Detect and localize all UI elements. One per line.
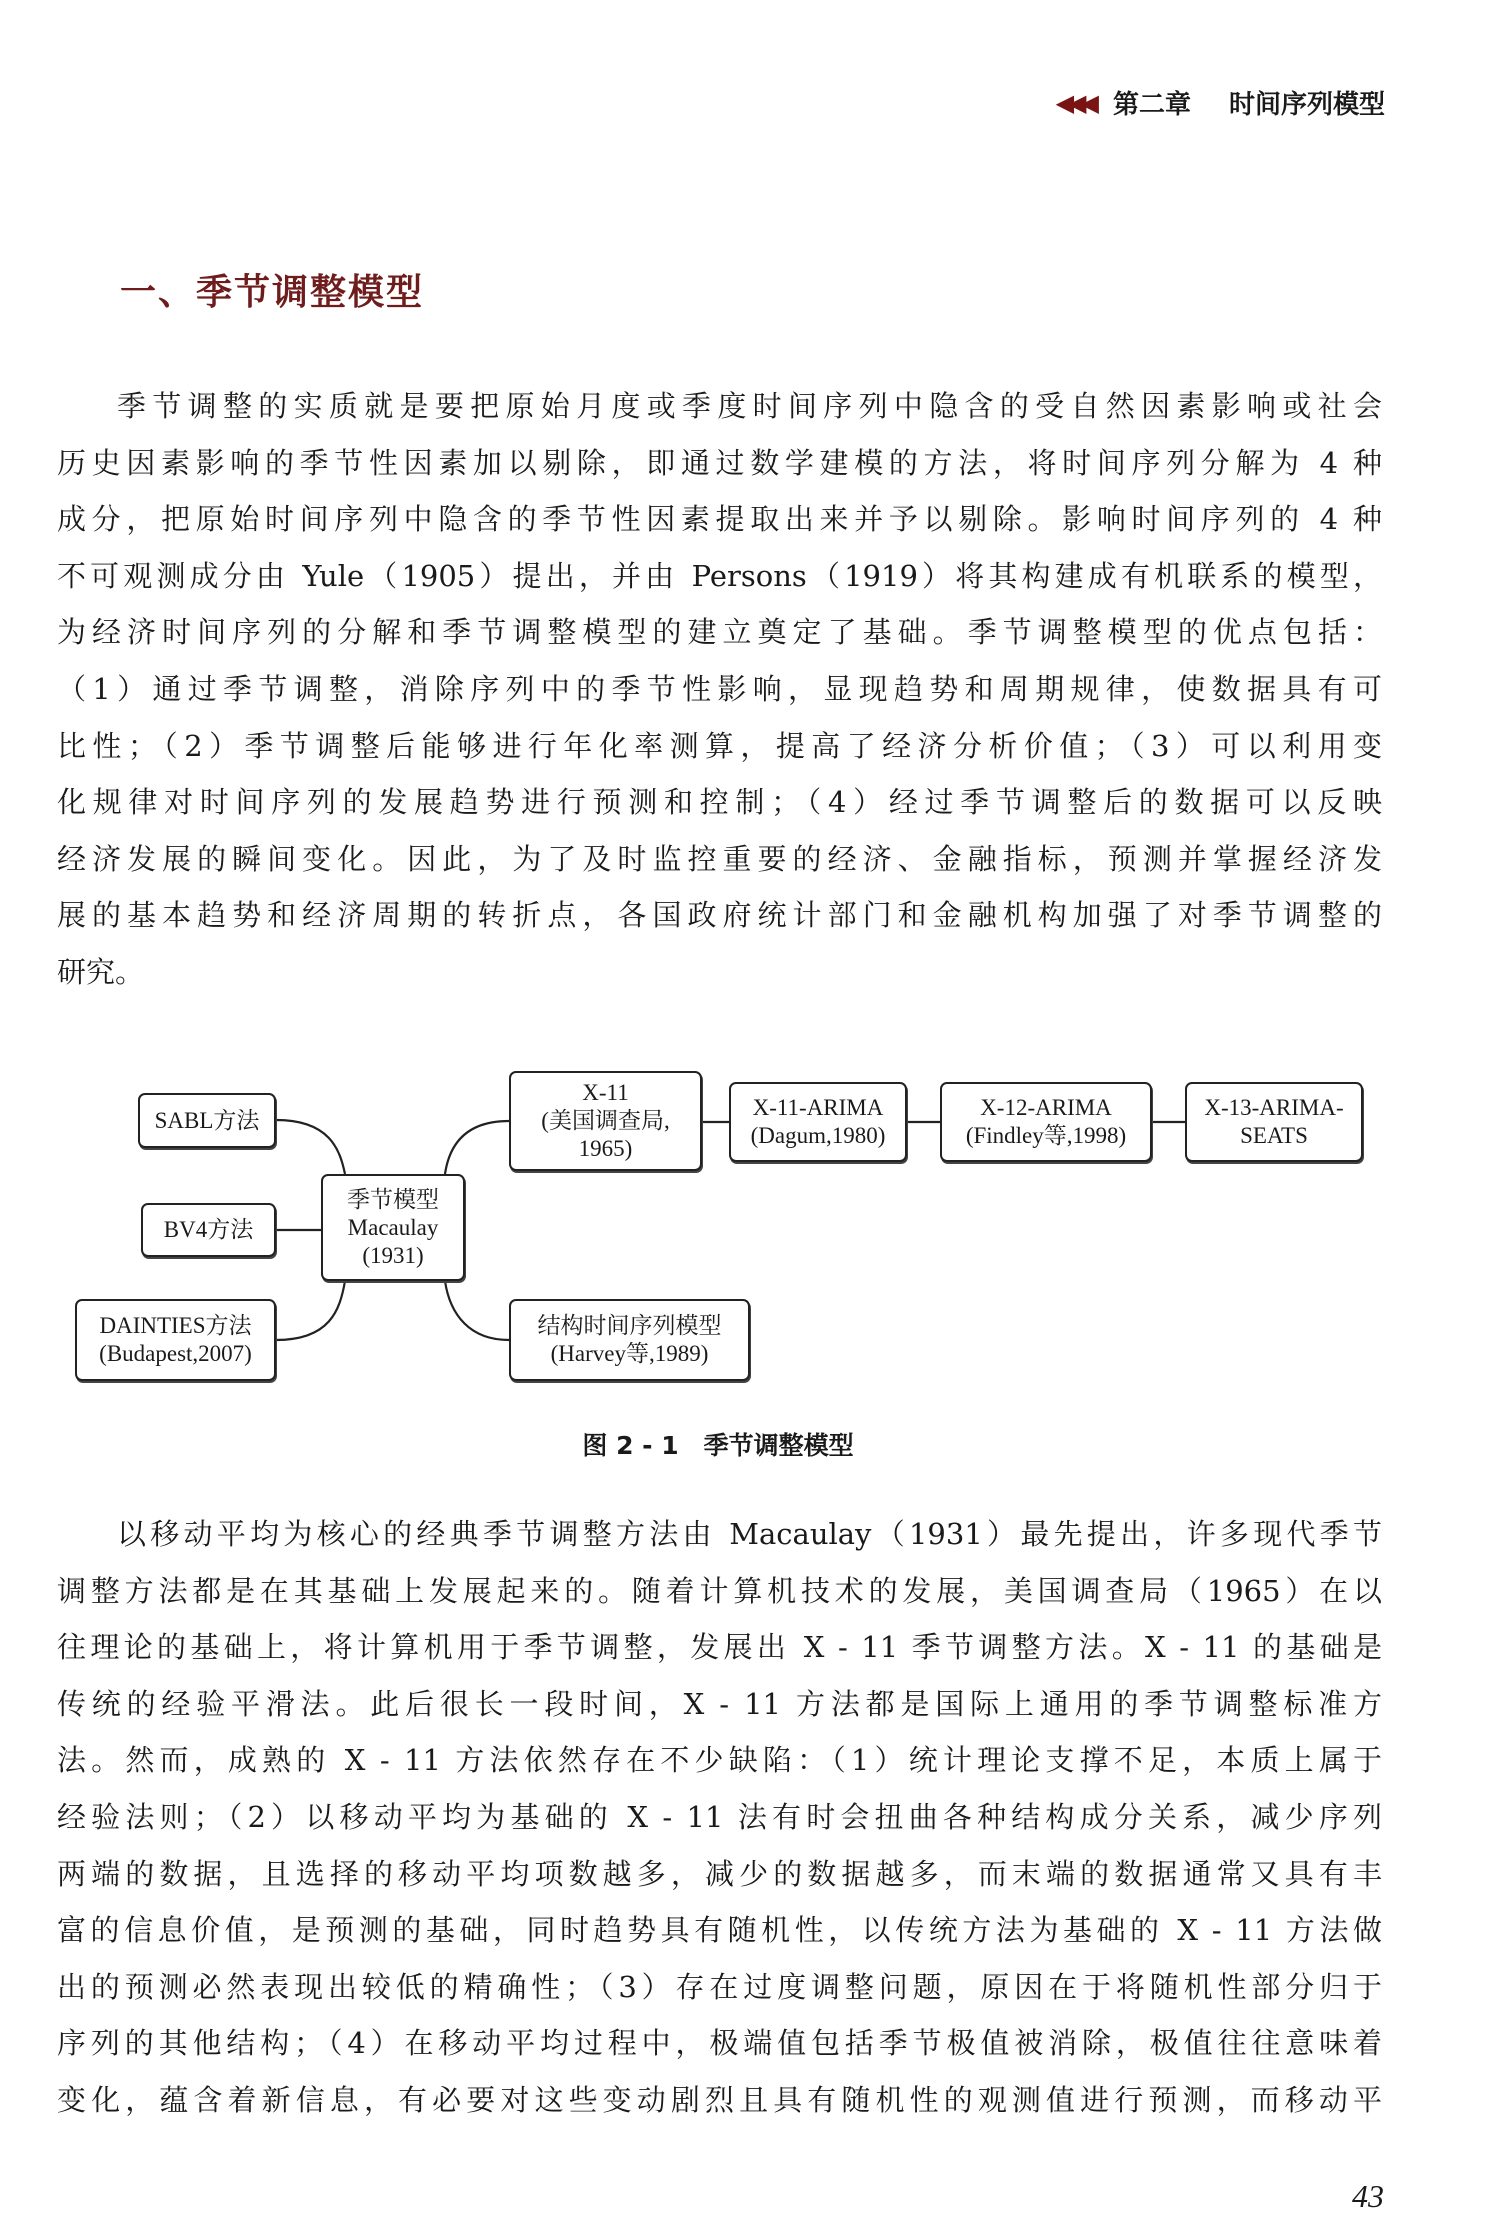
text-line: 经验法则；（2）以移动平均为基础的 X - 11 法有时会扭曲各种结构成分关系，减少序列 (57, 1799, 1382, 1834)
text-line: 成分，把原始时间序列中隐含的季节性因素提取出来并予以剔除。影响时间序列的 4 种 (57, 502, 1382, 537)
box-label: SABL方法 (154, 1107, 260, 1133)
box-label: (美国调查局, (541, 1108, 670, 1133)
text-line: 经济发展的瞬间变化。因此，为了及时监控重要的经济、金融指标，预测并掌握经济发 (57, 841, 1382, 876)
text-line: 两端的数据，且选择的移动平均项数越多，减少的数据越多，而末端的数据通常又具有丰 (57, 1856, 1382, 1891)
box-sabl (138, 1093, 276, 1148)
connector-structural (445, 1281, 509, 1340)
paragraph-1 (57, 378, 1382, 1001)
section-title: 一、季节调整模型 (120, 271, 425, 313)
text-line: 变化，蕴含着新信息，有必要对这些变动剧烈且具有随机性的观测值进行预测，而移动平 (57, 2082, 1382, 2117)
paragraph-2 (57, 1506, 1382, 2129)
box-structural-time-series (509, 1299, 750, 1381)
running-header (1056, 84, 1385, 121)
box-label: X-11-ARIMA (752, 1095, 884, 1120)
text-line: 出的预测必然表现出较低的精确性；（3）存在过度调整问题，原因在于将随机性部分归于 (57, 1969, 1382, 2004)
text-line: 季节调整的实质就是要把原始月度或季度时间序列中隐含的受自然因素影响或社会 (117, 389, 1382, 423)
text-line: 不可观测成分由 Yule（1905）提出，并由 Persons（1919）将其构建成有机联系的模型， (57, 558, 1382, 593)
box-label: (Harvey等,1989) (550, 1341, 709, 1366)
text-line: 传统的经验平滑法。此后很长一段时间，X - 11 方法都是国际上通用的季节调整标准方 (57, 1686, 1382, 1721)
text-line: 法。然而，成熟的 X - 11 方法依然存在不少缺陷：（1）统计理论支撑不足，本质上属于 (57, 1743, 1382, 1778)
text-line: 序列的其他结构；（4）在移动平均过程中，极端值包括季节极值被消除，极值往往意味着 (57, 2026, 1382, 2061)
connector-x11 (445, 1121, 509, 1174)
page-number: 43 (1352, 2178, 1384, 2214)
box-x11-arima (729, 1082, 907, 1162)
text-line: 富的信息价值，是预测的基础，同时趋势具有随机性，以传统方法为基础的 X - 11 方法做 (57, 1913, 1382, 1948)
box-label: SEATS (1240, 1123, 1308, 1148)
text-line: 往理论的基础上，将计算机用于季节调整，发展出 X - 11 季节调整方法。X - 11 的基础是 (57, 1630, 1382, 1665)
box-x11 (509, 1071, 702, 1171)
box-label: (Budapest,2007) (99, 1341, 252, 1366)
box-label: DAINTIES方法 (99, 1313, 252, 1338)
box-label: 季节模型 (347, 1186, 439, 1212)
text-line: （1）通过季节调整，消除序列中的季节性影响，显现趋势和周期规律，使数据具有可 (57, 671, 1382, 706)
box-label: (Dagum,1980) (750, 1123, 886, 1148)
text-line: 化规律对时间序列的发展趋势进行预测和控制；（4）经过季节调整后的数据可以反映 (57, 785, 1382, 820)
connector-sabl (276, 1120, 345, 1174)
box-x12-arima (940, 1082, 1152, 1162)
box-bv4 (141, 1203, 276, 1257)
text-line: 展的基本趋势和经济周期的转折点，各国政府统计部门和金融机构加强了对季节调整的 (57, 898, 1382, 933)
connector-dainties (276, 1281, 345, 1340)
box-label: (Findley等,1998) (965, 1123, 1127, 1148)
figure-caption: 图 2 - 1 季节调整模型 (582, 1431, 854, 1460)
box-label: 1965) (578, 1136, 633, 1161)
chapter-title: 时间序列模型 (1228, 90, 1385, 120)
text-line: 为经济时间序列的分解和季节调整模型的建立奠定了基础。季节调整模型的优点包括： (57, 615, 1382, 650)
box-label: X-11 (582, 1080, 629, 1105)
box-dainties (75, 1299, 276, 1381)
text-line: 研究。 (57, 954, 145, 989)
box-label: (1931) (362, 1242, 424, 1268)
box-label: Macaulay (347, 1214, 439, 1240)
triple-left-arrow-icon: ◀◀◀ (1055, 88, 1093, 117)
box-label: X-12-ARIMA (980, 1095, 1112, 1120)
text-line: 以移动平均为核心的经典季节调整方法由 Macaulay（1931）最先提出，许多现代季节 (117, 1517, 1382, 1551)
text-line: 比性；（2）季节调整后能够进行年化率测算，提高了经济分析价值；（3）可以利用变 (57, 728, 1382, 763)
seasonal-adjustment-diagram (0, 1050, 1500, 1410)
box-center-macaulay (321, 1174, 465, 1281)
text-line: 调整方法都是在其基础上发展起来的。随着计算机技术的发展，美国调查局（1965）在以 (57, 1573, 1382, 1608)
box-x13-arima-seats (1185, 1082, 1363, 1162)
box-label: X-13-ARIMA- (1204, 1095, 1344, 1120)
chapter-label: 第二章 (1112, 90, 1191, 120)
box-label: 结构时间序列模型 (537, 1313, 722, 1338)
text-line: 历史因素影响的季节性因素加以剔除，即通过数学建模的方法，将时间序列分解为 4 种 (57, 445, 1382, 480)
box-label: BV4方法 (163, 1217, 254, 1242)
